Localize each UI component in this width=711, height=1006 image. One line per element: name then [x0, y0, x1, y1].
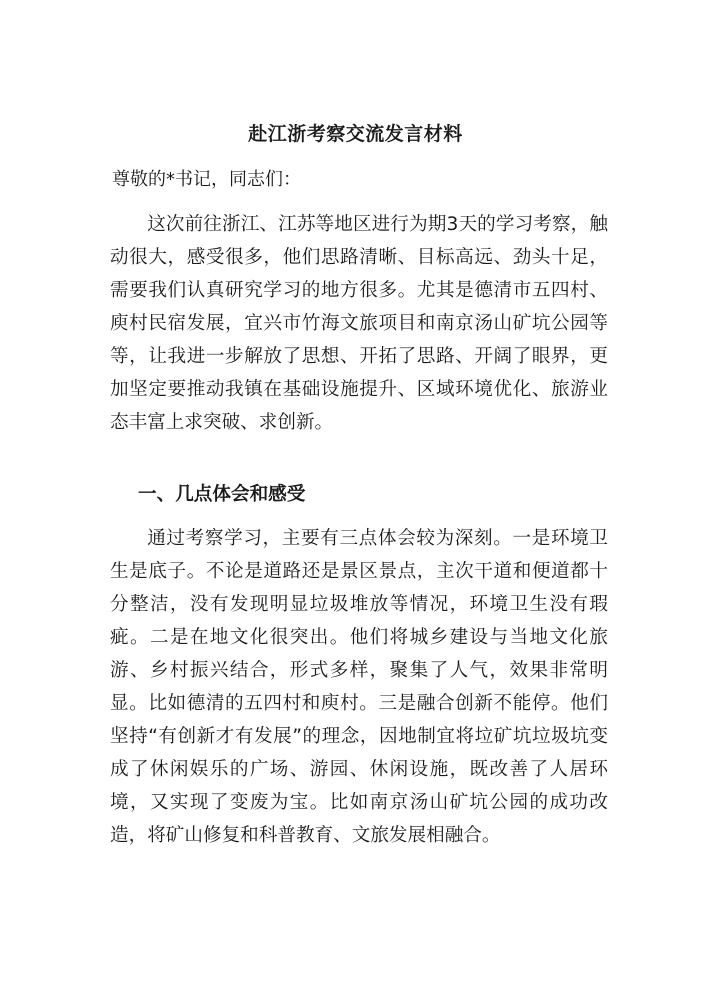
- section-heading: 一、几点体会和感受: [138, 484, 306, 505]
- paragraph-intro: 这次前往浙江、江苏等地区进行为期3天的学习考察，触动很大，感受很多，他们思路清晰、目标高远、劲头十足，需要我们认真研究学习的地方很多。尤其是德清市五四村、庾村民宿发展，宜兴市竹海文旅项目和南京汤山矿坑公园等等，让我进一步解放了思想、开拓了思路、开阔了眼界，更加坚定要推动我镇在基础设施提升、区域环境优化、旅游业态丰富上求突破、求创新。: [110, 214, 608, 433]
- document-title: 赴江浙考察交流发言材料: [248, 123, 463, 145]
- paragraph-body: 通过考察学习，主要有三点体会较为深刻。一是环境卫生是底子。不论是道路还是景区景点，主次干道和便道都十分整洁，没有发现明显垃圾堆放等情况，环境卫生没有瑕疵。二是在地文化很突出。他们将城乡建设与当地文化旅游、乡村振兴结合，形式多样，聚集了人气，效果非常明显。比如德清的五四村和庾村。三是融合创新不能停。他们坚持“有创新才有发展”的理念，因地制宜将垃矿坑垃圾坑变成了休闲娱乐的广场、游园、休闲设施，既改善了人居环境，又实现了变废为宝。比如南京汤山矿坑公园的成功改造，将矿山修复和科普教育、文旅发展相融合。: [110, 528, 608, 846]
- salutation: 尊敬的*书记，同志们：: [112, 169, 301, 190]
